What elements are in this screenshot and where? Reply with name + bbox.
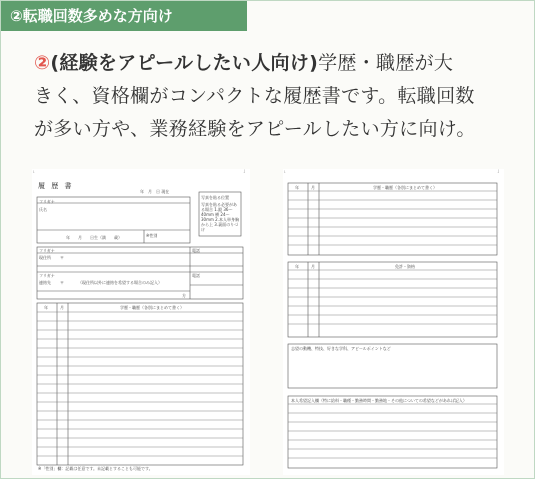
zip-mark-1: 〒: [60, 255, 64, 260]
license-header: 免許・資格: [395, 264, 415, 269]
history-header-right: 学歴・職歴（各別にまとめて書く）: [373, 185, 437, 190]
kata-label: 方: [182, 293, 186, 298]
contact-label: 連絡先: [39, 280, 51, 285]
photo-box-title: 写真を貼る位置: [201, 195, 229, 200]
tel-label-1: 電話: [192, 248, 200, 253]
history-header-left: 学歴・職歴（各別にまとめて書く）: [120, 305, 184, 310]
address-label: 現住所: [39, 255, 51, 260]
col-month-license: 月: [311, 264, 315, 269]
description-text: [34, 47, 514, 146]
resume-page-right: ˪ ˩ 年 月 学歴・職歴（各別にまとめて書く） 年 月 免許・資格 志望の動機、特技、好きな学科、アピールポイントなど 本人希望記入欄（特に給料・職種・勤務時間・勤務地・その他についての希望などがあれば記入）: [283, 169, 504, 475]
wishes-label: 本人希望記入欄（特に給料・職種・勤務時間・勤務地・その他についての希望などがあれば記入）: [291, 398, 467, 403]
gender-footnote: ※「性別」欄：記載は任意です。未記載とすることも可能です。: [38, 466, 153, 471]
col-month-right: 月: [311, 185, 315, 190]
resume-page-left: ˪ ˩ 履 歴 書 年 月 日 現在 写真を貼る位置 写真を貼る必要がある場合 1.縦 36〜40mm 横 24〜30mm 2.本人単身胸から上 3.裏面のりづけ フリガナ 氏名 年 月 日生（満 歳） ※性別 フリガナ 現住所 〒 電話 フリガナ 連絡先 〒 （現住所以外に連絡を希望する場合のみ記入） 電話 方 年 月 学歴・職歴（各別にまとめて書く） ※「性別」欄：記載は任意です。未記載とすることも可能です。: [32, 169, 250, 475]
furigana-label-1: フリガナ: [39, 199, 55, 204]
col-year-right: 年: [295, 185, 299, 190]
description-line1: 学歴・職歴が大: [318, 52, 454, 74]
col-year-left: 年: [44, 305, 48, 310]
item-number: ②: [34, 52, 51, 74]
resume-title: 履 歴 書: [38, 182, 74, 190]
zip-mark-2: 〒: [60, 280, 64, 285]
col-year-license: 年: [295, 264, 299, 269]
target-audience: (経験をアピールしたい人向け): [50, 52, 319, 74]
tel-label-2: 電話: [192, 273, 200, 278]
motivation-label: 志望の動機、特技、好きな学科、アピールポイントなど: [291, 346, 391, 351]
gender-label: ※性別: [146, 233, 158, 238]
birthdate-label: 年 月 日生（満 歳）: [66, 235, 122, 240]
right-form-grid: [283, 169, 504, 475]
furigana-label-2: フリガナ: [39, 248, 55, 253]
name-label: 氏名: [39, 207, 47, 212]
resume-date: 年 月 日 現在: [140, 189, 170, 194]
contact-note: （現住所以外に連絡を希望する場合のみ記入）: [78, 280, 162, 285]
photo-box-note: 写真を貼る必要がある場合 1.縦 36〜40mm 横 24〜30mm 2.本人単身胸から上 3.裏面のりづけ: [201, 202, 239, 232]
section-tab: ②転職回数多めな方向け: [1, 1, 247, 31]
col-month-left: 月: [60, 305, 64, 310]
description-line2: きく、資格欄がコンパクトな履歴書です。転職回数: [34, 85, 475, 107]
furigana-label-3: フリガナ: [39, 273, 55, 278]
description-line3: が多い方や、業務経験をアピールしたい方に向け。: [34, 118, 476, 140]
